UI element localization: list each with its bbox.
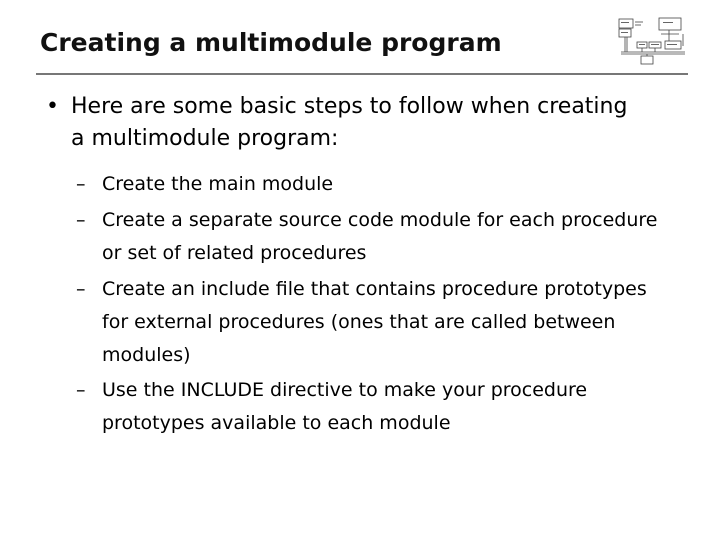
sub-item-text: Create the main module <box>102 173 334 195</box>
sub-item-text: Create a separate source code module for each procedure or set of related procedures <box>102 209 658 264</box>
bullet-text: Here are some basic steps to follow when creating a multimodule program: <box>71 94 628 151</box>
slide-title: Creating a multimodule program <box>40 28 502 57</box>
sub-item-marker: – <box>76 379 86 401</box>
sub-item-marker: – <box>76 278 86 300</box>
sub-item-text: Create an include file that contains procedure prototypes for external procedures (ones that are called between modules) <box>102 278 647 366</box>
sub-item-marker: – <box>76 173 86 195</box>
bullet-marker: • <box>46 94 59 119</box>
computer-architecture-diagram-icon <box>617 16 689 68</box>
title-underline <box>36 73 688 75</box>
sub-item-marker: – <box>76 209 86 231</box>
sub-item-text: Use the INCLUDE directive to make your procedure prototypes available to each module <box>102 379 588 434</box>
